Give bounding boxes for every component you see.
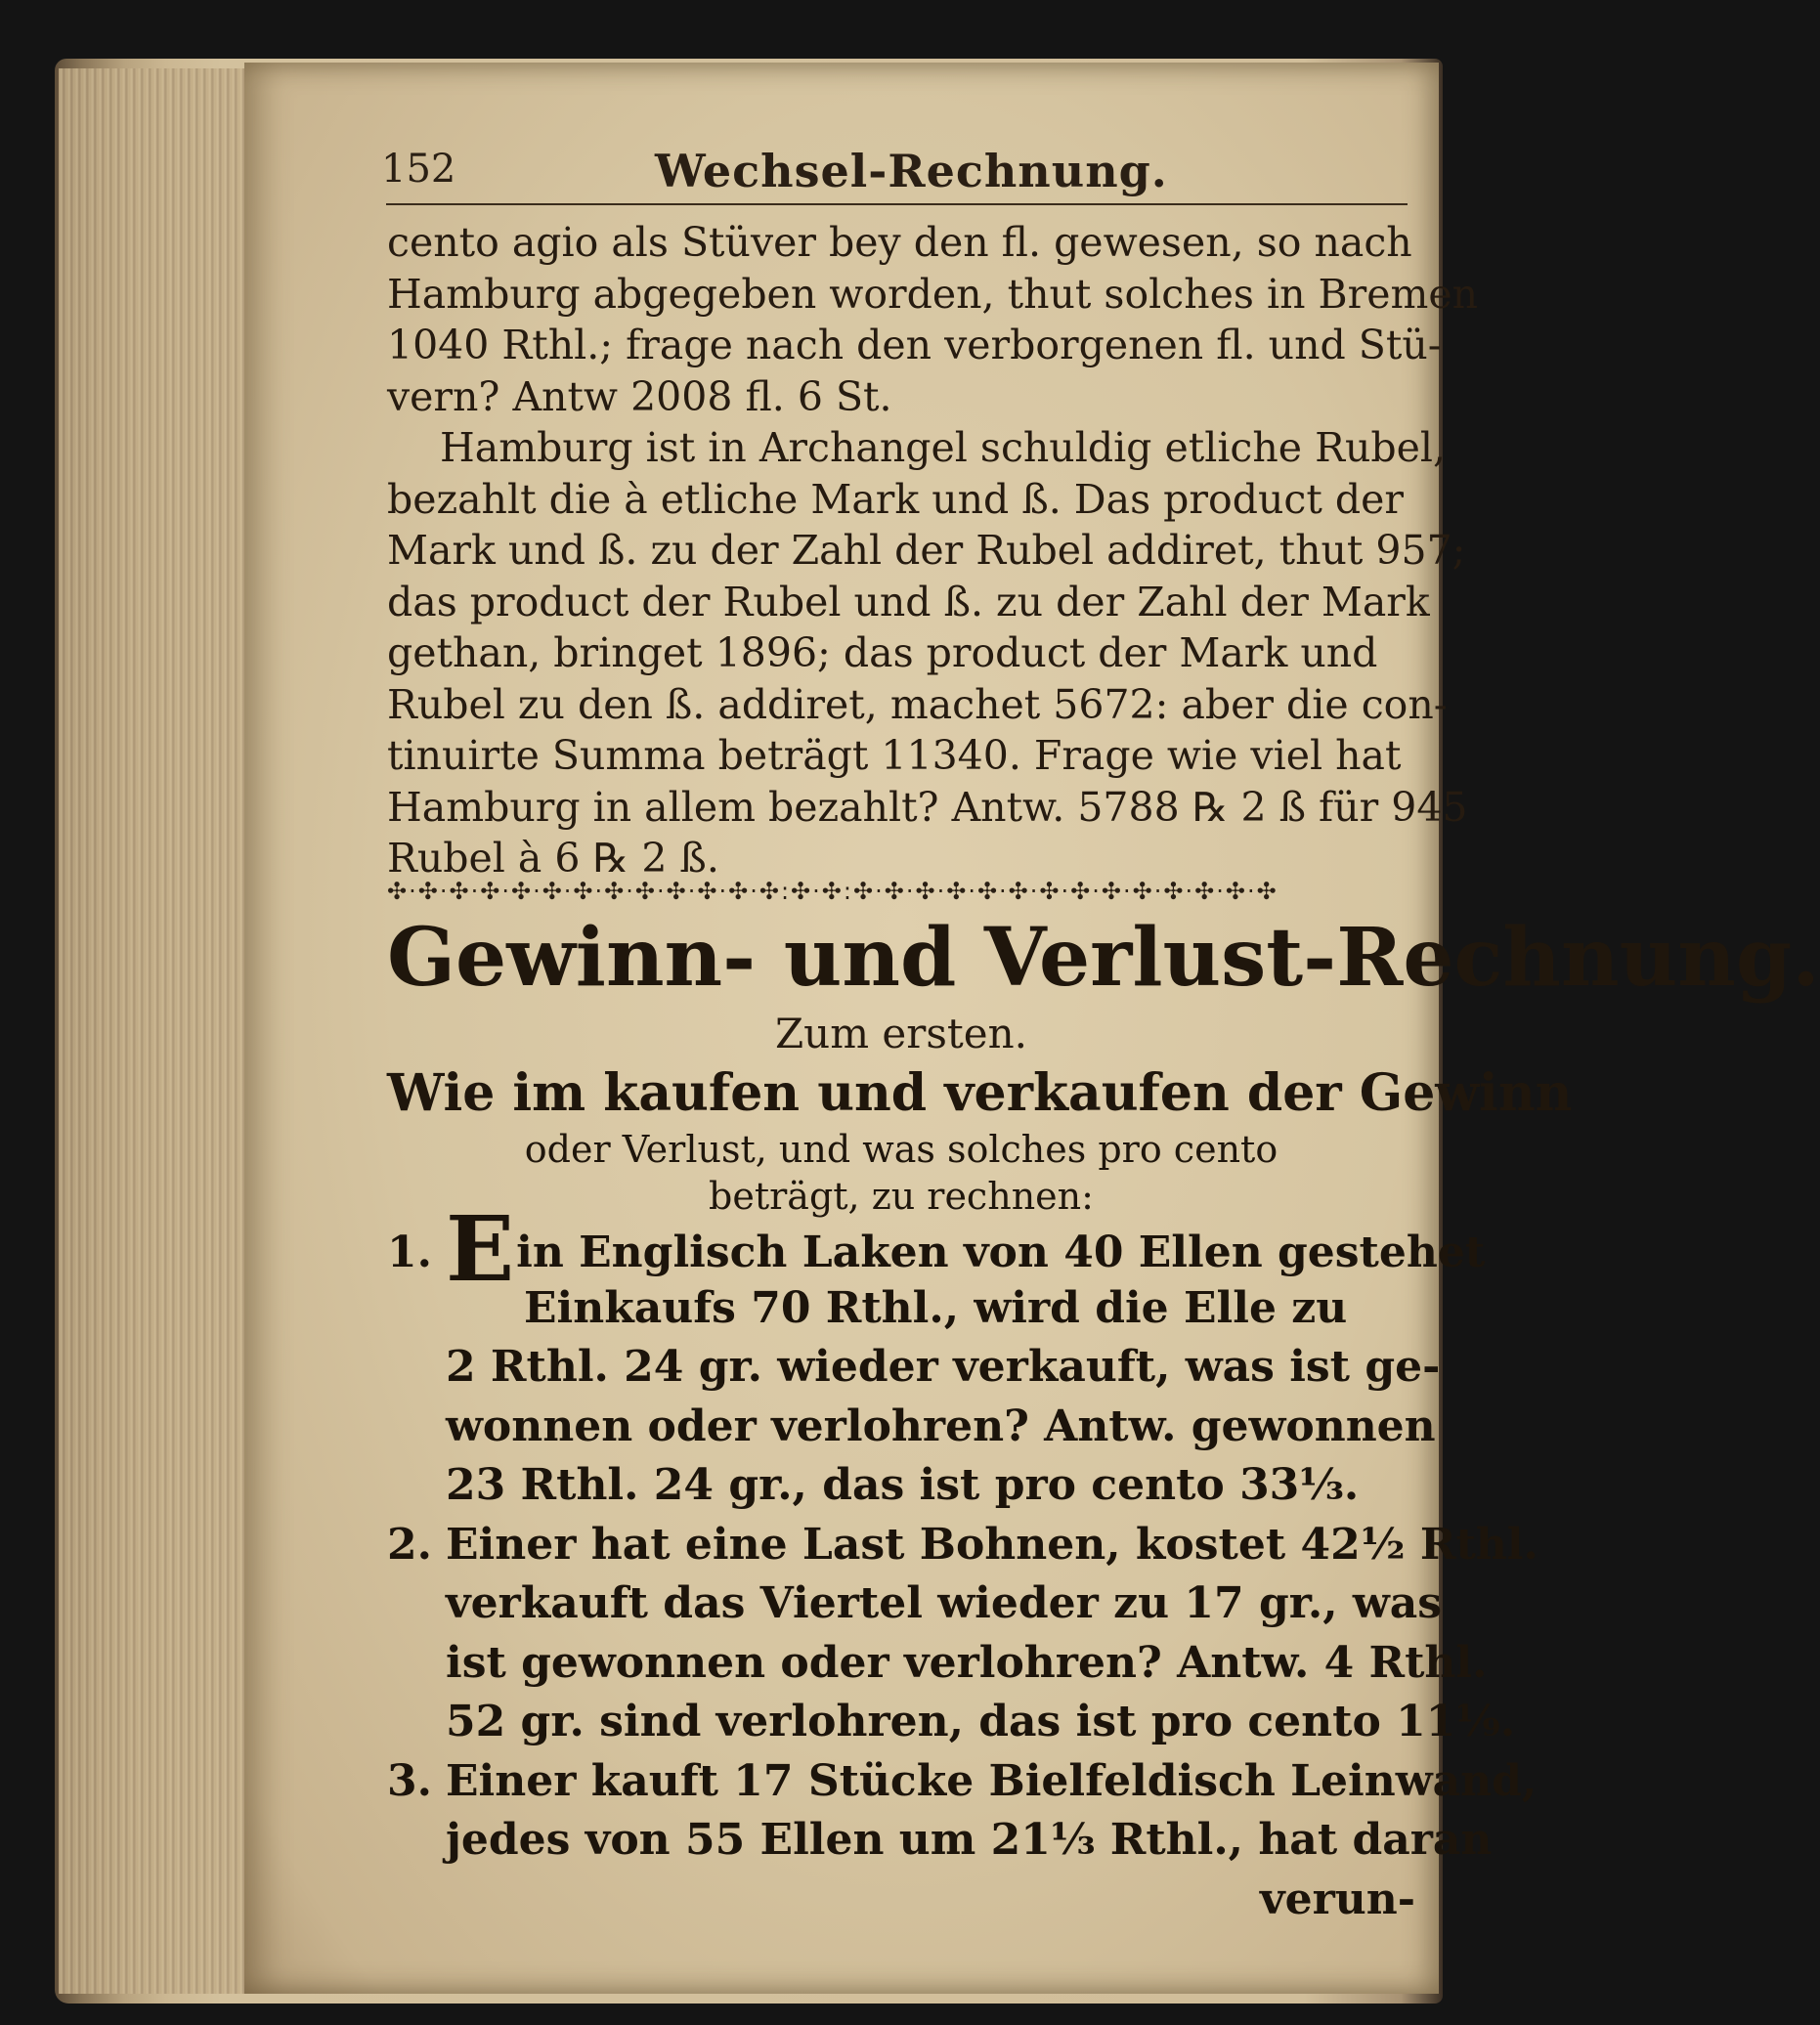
ornament-divider: ✣·✣·✣·✣·✣·✣·✣·✣·✣·✣·✣·✣·✣:✣·✣:✣·✣·✣·✣·✣·✣·✣·✣·✣·✣·✣·✣·✣·✣ [387, 878, 1278, 905]
page-header [381, 147, 1408, 205]
text-line: Rubel zu den ß. addiret, machet 5672: aber die con- [387, 680, 1448, 728]
text-line: tinuirte Summa beträgt 11340. Frage wie viel hat [387, 732, 1402, 779]
section-title: Gewinn- und Verlust-Rechnung. [387, 911, 1820, 1005]
problem-line: ist gewonnen oder verlohren? Antw. 4 Rthl. [446, 1637, 1488, 1688]
page-edges-stack [59, 68, 264, 1994]
problem-number: 2. [387, 1519, 432, 1570]
heading-line: Wie im kaufen und verkaufen der Gewinn [387, 1063, 1573, 1123]
text-line: cento agio als Stüver bey den fl. gewesen, so nach [387, 219, 1412, 266]
catchword: verun- [1260, 1874, 1415, 1924]
problem-line [387, 1516, 1538, 1575]
problem-number: 3. [387, 1755, 432, 1806]
chapter-heading [387, 1061, 1573, 1220]
continued-text [387, 217, 1479, 884]
page-number: 152 [381, 147, 456, 192]
header-rule [386, 203, 1408, 205]
text-line: gethan, bringet 1896; das product der Mark und [387, 629, 1378, 676]
text-line: Hamburg in allem bezahlt? Antw. 5788 ℞ 2 ß für 945 [387, 783, 1468, 831]
problem-line [387, 1752, 1538, 1812]
problem-text: in Englisch Laken von 40 Ellen gestehet [516, 1228, 1486, 1277]
problem-line: Einkaufs 70 Rthl., wird die Elle zu [524, 1282, 1348, 1333]
text-line: das product der Rubel und ß. zu der Zahl der Mark [387, 578, 1430, 625]
text-line: bezahlt die à etliche Mark und ß. Das product der [387, 475, 1404, 523]
problem-line: verkauft das Viertel wieder zu 17 gr., was [446, 1578, 1442, 1628]
section-subtitle: Zum ersten. [774, 1010, 1028, 1057]
text-line: Hamburg abgegeben worden, thut solches in Bremen [387, 270, 1479, 318]
heading-line: oder Verlust, und was solches pro cento [524, 1128, 1278, 1171]
text-line: Rubel à 6 ℞ 2 ß. [387, 835, 719, 882]
problem-line: wonnen oder verlohren? Antw. gewonnen [446, 1400, 1436, 1451]
text-line: Hamburg ist in Archangel schuldig etliche Rubel, [440, 424, 1447, 471]
running-head: Wechsel-Rechnung. [655, 145, 1168, 197]
problem-line: 23 Rthl. 24 gr., das ist pro cento 33⅓. [446, 1460, 1360, 1510]
text-line: 1040 Rthl.; frage nach den verborgenen fl. und Stü- [387, 322, 1442, 368]
drop-cap: E [446, 1196, 515, 1302]
problem-text: Einer kauft 17 Stücke Bielfeldisch Leinwand, [446, 1755, 1538, 1806]
problem-line: 52 gr. sind verlohren, das ist pro cento 11⅑. [446, 1697, 1516, 1746]
problem-line: jedes von 55 Ellen um 21⅓ Rthl., hat daran [446, 1815, 1493, 1865]
text-line: Mark und ß. zu der Zahl der Rubel addiret, thut 957; [387, 527, 1466, 574]
problem-line: 2 Rthl. 24 gr. wieder verkauft, was ist ge- [446, 1342, 1441, 1392]
problem-number: 1. [387, 1228, 432, 1277]
text-line: vern? Antw 2008 fl. 6 St. [387, 372, 892, 420]
problem-text: Einer hat eine Last Bohnen, kostet 42½ Rthl. [446, 1519, 1538, 1570]
heading-line: beträgt, zu rechnen: [709, 1175, 1094, 1218]
